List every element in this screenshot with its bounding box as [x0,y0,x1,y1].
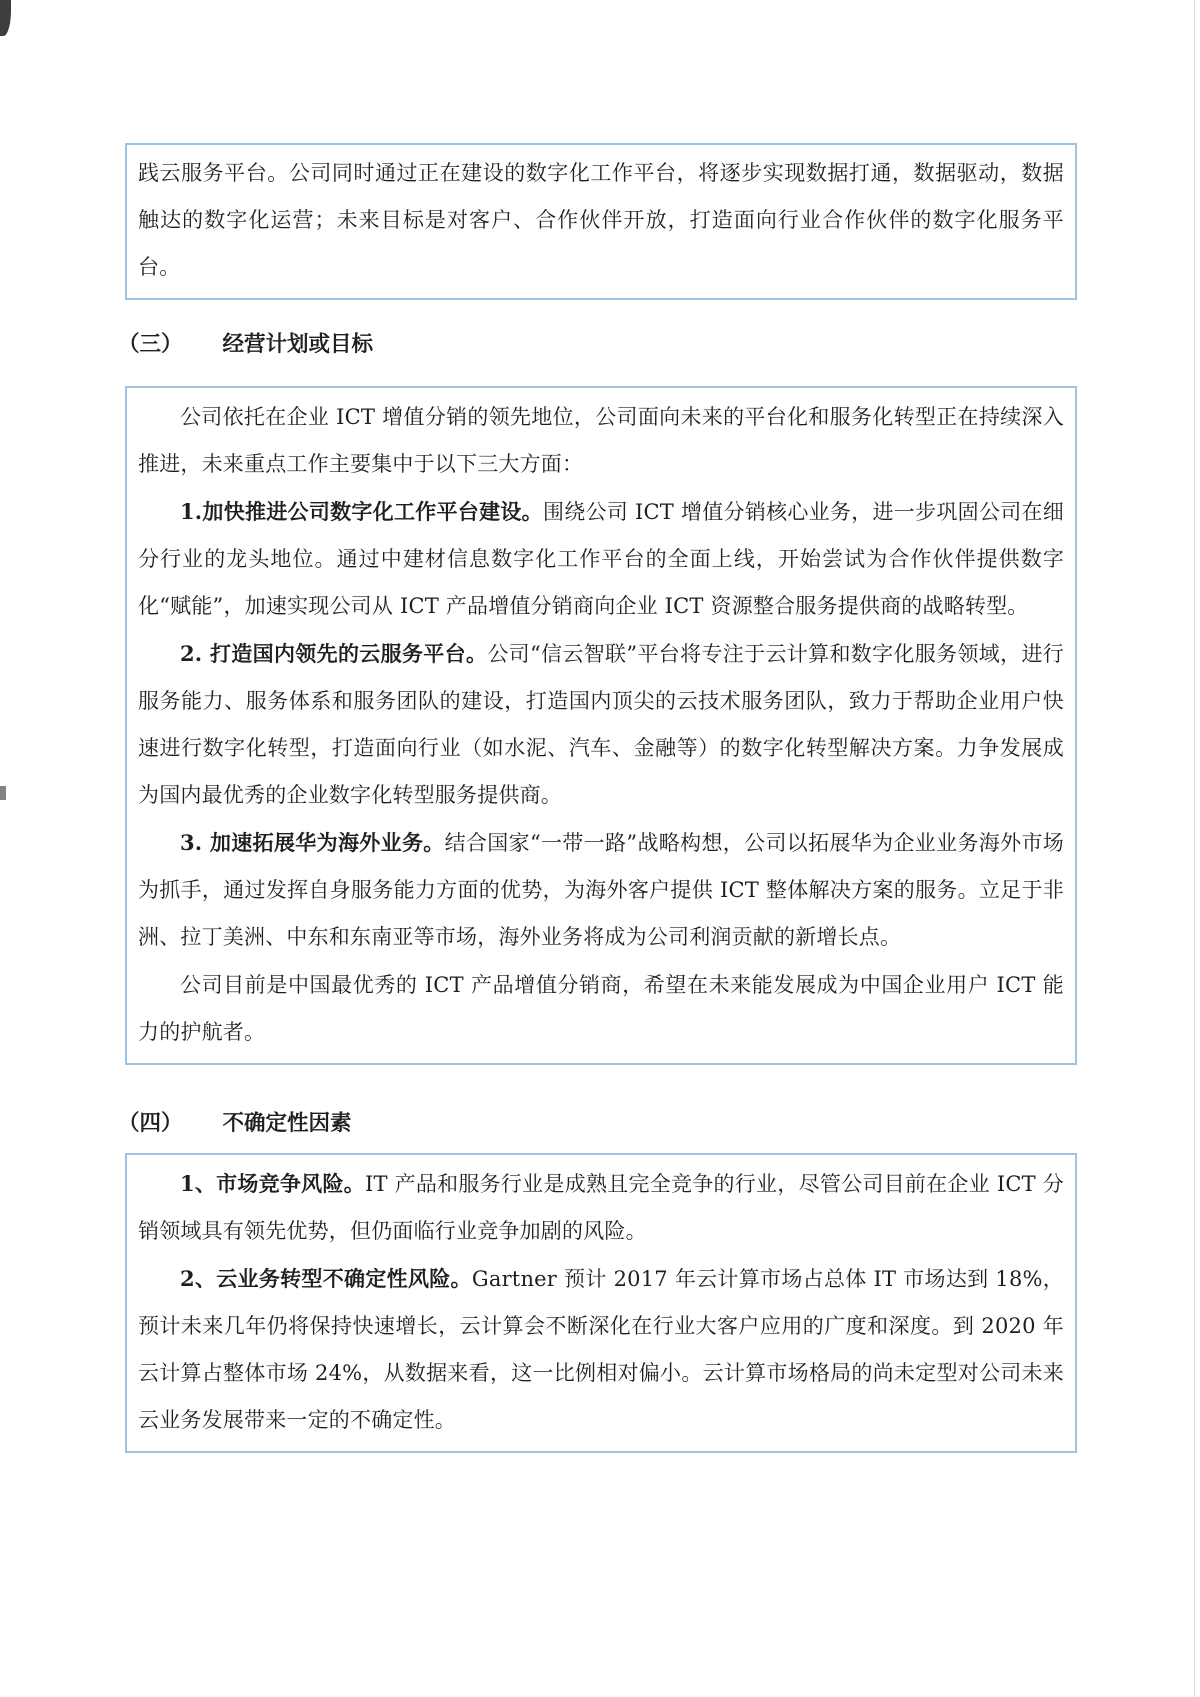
paragraph-lead: 2、云业务转型不确定性风险。 [180,1266,472,1291]
paragraph-text: 围绕公司 ICT 增值分销核心业务，进一步巩固公司在细分行业的龙头地位。通过中建材信息数字化工作平台的全面上线，开始尝试为合作伙伴提供数字化“赋能”，加速实现公司从 ICT 产品增值分销商向企业 ICT 资源整合服务提供商的战略转型。 [138,500,1064,618]
paragraph-plan-intro [138,393,1064,488]
section-heading-title: 经营计划或目标 [222,332,374,357]
paragraph-plan-closing [138,961,1064,1056]
paragraph-lead: 2. 打造国内领先的云服务平台。 [180,641,488,666]
section-heading-number: （四） [118,1111,183,1136]
section-heading-4 [118,1109,1077,1139]
paragraph-lead: 1、市场竞争风险。 [180,1171,365,1196]
paragraph-text: 公司“信云智联”平台将专注于云计算和数字化服务领域，进行服务能力、服务体系和服务团队的建设，打造国内顶尖的云技术服务团队，致力于帮助企业用户快速进行数字化转型，打造面向行业（如水泥、汽车、金融等）的数字化转型解决方案。力争发展成为国内最优秀的企业数字化转型服务提供商。 [138,642,1064,807]
paragraph-risk-2 [138,1255,1064,1444]
scan-artifact [0,0,11,36]
section-heading-3 [118,330,1077,360]
paragraph-plan-3 [138,819,1064,961]
paragraph-text: IT 产品和服务行业是成熟且完全竞争的行业，尽管公司目前在企业 ICT 分销领域具有领先优势，但仍面临行业竞争加剧的风险。 [138,1172,1064,1243]
paragraph-text: 公司依托在企业 ICT 增值分销的领先地位，公司面向未来的平台化和服务化转型正在持续深入推进，未来重点工作主要集中于以下三大方面： [138,405,1064,476]
paragraph-text: Gartner 预计 2017 年云计算市场占总体 IT 市场达到 18%，预计未来几年仍将保持快速增长，云计算会不断深化在行业大客户应用的广度和深度。到 2020 年云计算占整体市场 24%，从数据来看，这一比例相对偏小。云计算市场格局的尚未定型对公司未来云业务发展带来一定的不确定性。 [138,1267,1064,1432]
paragraph-lead: 1.加快推进公司数字化工作平台建设。 [180,499,543,524]
scan-page-edge [1194,0,1195,1697]
section-heading-title: 不确定性因素 [222,1111,352,1136]
business-plan-box [125,386,1077,1065]
document-body [118,143,1077,1453]
paragraph-text: 结合国家“一带一路”战略构想，公司以拓展华为企业业务海外市场为抓手，通过发挥自身服务能力方面的优势，为海外客户提供 ICT 整体解决方案的服务。立足于非洲、拉丁美洲、中东和东南亚等市场，海外业务将成为公司利润贡献的新增长点。 [138,831,1064,949]
paragraph-plan-1 [138,488,1064,630]
paragraph-text: 公司目前是中国最优秀的 ICT 产品增值分销商，希望在未来能发展成为中国企业用户 ICT 能力的护航者。 [138,973,1064,1044]
intro-paragraph: 践云服务平台。公司同时通过正在建设的数字化工作平台，将逐步实现数据打通，数据驱动，数据触达的数字化运营；未来目标是对客户、合作伙伴开放，打造面向行业合作伙伴的数字化服务平台。 [138,161,1064,279]
paragraph-risk-1 [138,1160,1064,1255]
paragraph-lead: 3. 加速拓展华为海外业务。 [180,830,445,855]
uncertainty-box [125,1153,1077,1453]
section-heading-number: （三） [118,332,183,357]
scan-artifact [0,786,6,800]
paragraph-plan-2 [138,630,1064,819]
intro-box [125,143,1077,300]
